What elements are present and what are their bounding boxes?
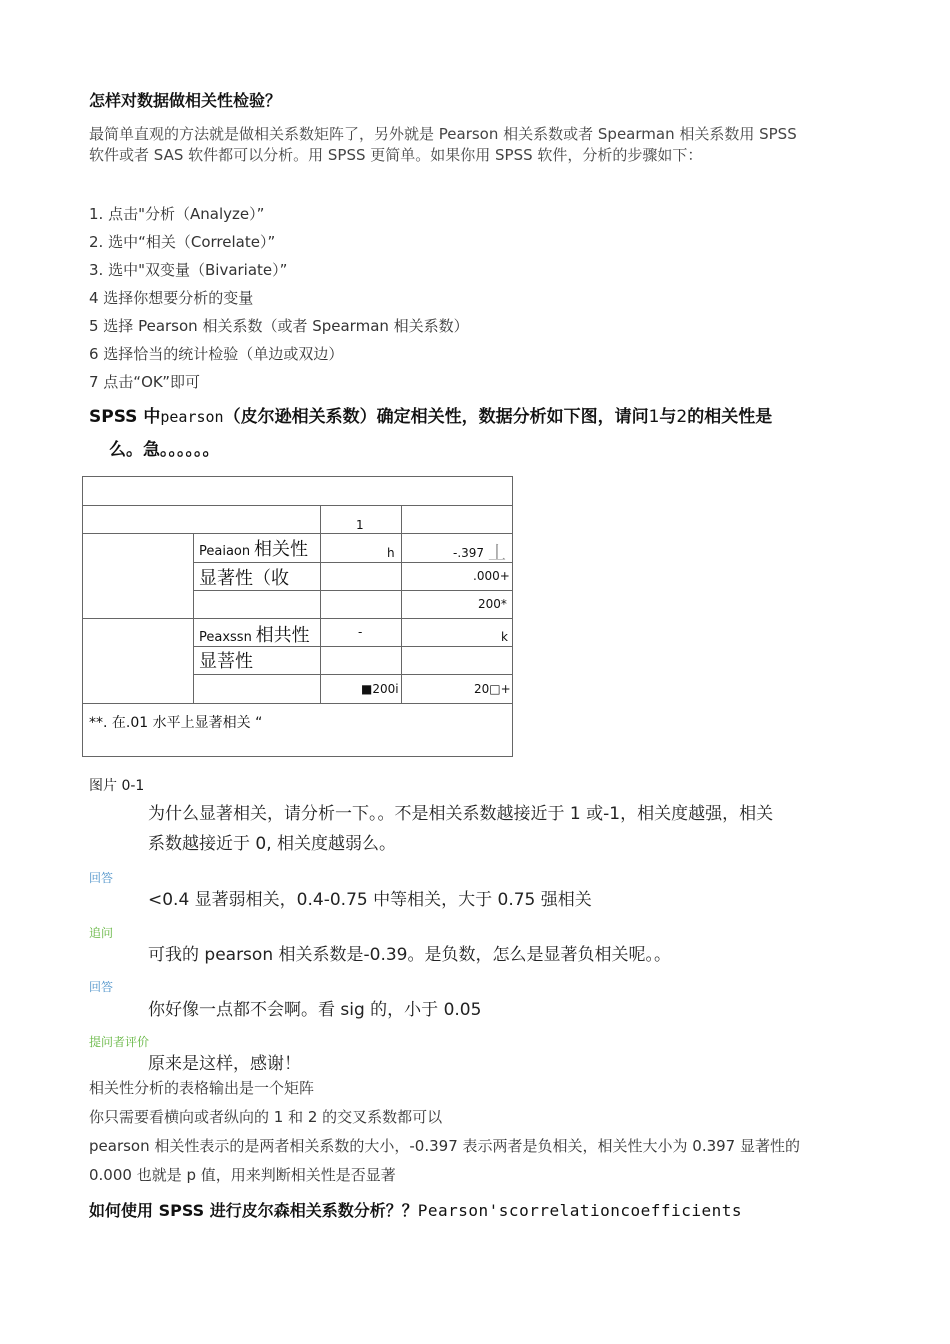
question-part-mono: pearson — [160, 408, 224, 426]
step-3: 3. 选中"双变量（Bivariate）” — [89, 261, 288, 279]
qa-answer-1: <0.4 显著弱相关，0.4-0.75 中等相关，大于 0.75 强相关 — [148, 890, 592, 910]
question-heading-line-2: 么。急。。。。。。 — [109, 440, 220, 460]
group2-r1-c2: k — [501, 630, 508, 644]
intro-line-1: 最简单直观的方法就是做相关系数矩阵了，另外就是 Pearson 相关系数或者 Spearman 相关系数用 SPSS — [89, 125, 797, 143]
group2-r1-c1: - — [358, 625, 363, 639]
question-part: 与 — [659, 407, 677, 427]
step-5: 5 选择 Pearson 相关系数（或者 Spearman 相关系数） — [89, 317, 469, 335]
group1-label-cn: 相关性 — [253, 539, 308, 560]
table-line — [193, 590, 512, 591]
qa-rating: 原来是这样，感谢！ — [148, 1054, 301, 1074]
group1-r1-c1: h — [387, 546, 395, 560]
question-part: SPSS 中 — [89, 407, 161, 427]
group1-r1-c2: -.397 — [453, 546, 485, 560]
qa-tag-followup: 追问 — [89, 926, 114, 940]
group1-label-en: Peaiaon — [199, 544, 251, 559]
note-4: 0.000 也就是 p 值，用来判断相关性是否显著 — [89, 1166, 396, 1184]
qa-followup-1: 可我的 pearson 相关系数是-0.39。是负数，怎么是显著负相关呢。。 — [148, 945, 671, 965]
group1-r3-c2: 200* — [478, 597, 507, 611]
table-line — [83, 703, 512, 704]
correlation-table — [82, 476, 513, 757]
question-num-2: 2 — [676, 407, 688, 427]
table-line — [83, 618, 512, 619]
page-title: 怎样对数据做相关性检验？ — [89, 91, 282, 110]
intro-line-2: 软件或者 SAS 软件都可以分析。用 SPSS 更简单。如果你用 SPSS 软件，分析的步骤如下： — [89, 146, 703, 164]
group2-label-cn: 相共性 — [255, 625, 310, 646]
final-heading-cn: 如何使用 SPSS 进行皮尔森相关系数分析？？ — [89, 1201, 418, 1220]
group1-r2-c2: .000+ — [473, 569, 510, 583]
table-footnote: **. 在.01 水平上显著相关 “ — [89, 715, 263, 731]
question-part: （皮尔逊相关系数）确定相关性，数据分析如下图，请问 — [223, 407, 649, 427]
qa-tag-answer: 回答 — [89, 871, 114, 885]
group2-label-1 — [199, 621, 310, 647]
table-line — [320, 505, 321, 703]
qa-tag-answer: 回答 — [89, 980, 114, 994]
table-header-1: 1 — [356, 518, 364, 532]
question-heading — [89, 401, 772, 434]
qa-answer-2: 你好像一点都不会啊。看 sig 的，小于 0.05 — [148, 1000, 482, 1020]
group1-r1-mark: 丄 — [488, 543, 506, 564]
step-7: 7 点击“OK”即可 — [89, 373, 201, 391]
figure-caption: 图片 0-1 — [89, 778, 145, 794]
final-heading — [89, 1198, 742, 1221]
table-line — [83, 505, 512, 506]
step-1: 1. 点击"分析（Analyze）” — [89, 205, 265, 223]
group2-label-2: 显菩性 — [199, 651, 253, 671]
step-4: 4 选择你想要分析的变量 — [89, 289, 254, 307]
note-3: pearson 相关性表示的是两者相关系数的大小，-0.397 表示两者是负相关，相关性大小为 0.397 显著性的 — [89, 1137, 800, 1155]
note-1: 相关性分析的表格输出是一个矩阵 — [89, 1079, 315, 1097]
table-line — [193, 674, 512, 675]
question-num-1: 1 — [648, 407, 660, 427]
step-6: 6 选择恰当的统计检验（单边或双边） — [89, 345, 344, 363]
note-2: 你只需要看横向或者纵向的 1 和 2 的交叉系数都可以 — [89, 1108, 443, 1126]
table-line — [193, 533, 194, 703]
group1-label-1 — [199, 535, 308, 561]
final-heading-en: Pearson'scorrelationcoefficients — [417, 1201, 742, 1220]
table-line — [83, 533, 512, 534]
step-2: 2. 选中“相关（Correlate）” — [89, 233, 276, 251]
table-line — [193, 562, 512, 563]
qa-tag-rating: 提问者评价 — [89, 1035, 150, 1049]
group2-r3-c2: 20□+ — [474, 682, 511, 696]
table-line — [401, 505, 402, 703]
followup-line-1: 为什么显著相关，请分析一下。。不是相关系数越接近于 1 或-1，相关度越强，相关 — [148, 804, 774, 824]
group2-label-en: Peaxssn — [199, 630, 252, 645]
group2-r3-c1: ■200i — [361, 682, 399, 696]
question-part: 的相关性是 — [687, 407, 773, 427]
group1-label-2: 显著性（收 — [199, 568, 289, 586]
followup-line-2: 系数越接近于 0, 相关度越弱么。 — [148, 834, 397, 854]
